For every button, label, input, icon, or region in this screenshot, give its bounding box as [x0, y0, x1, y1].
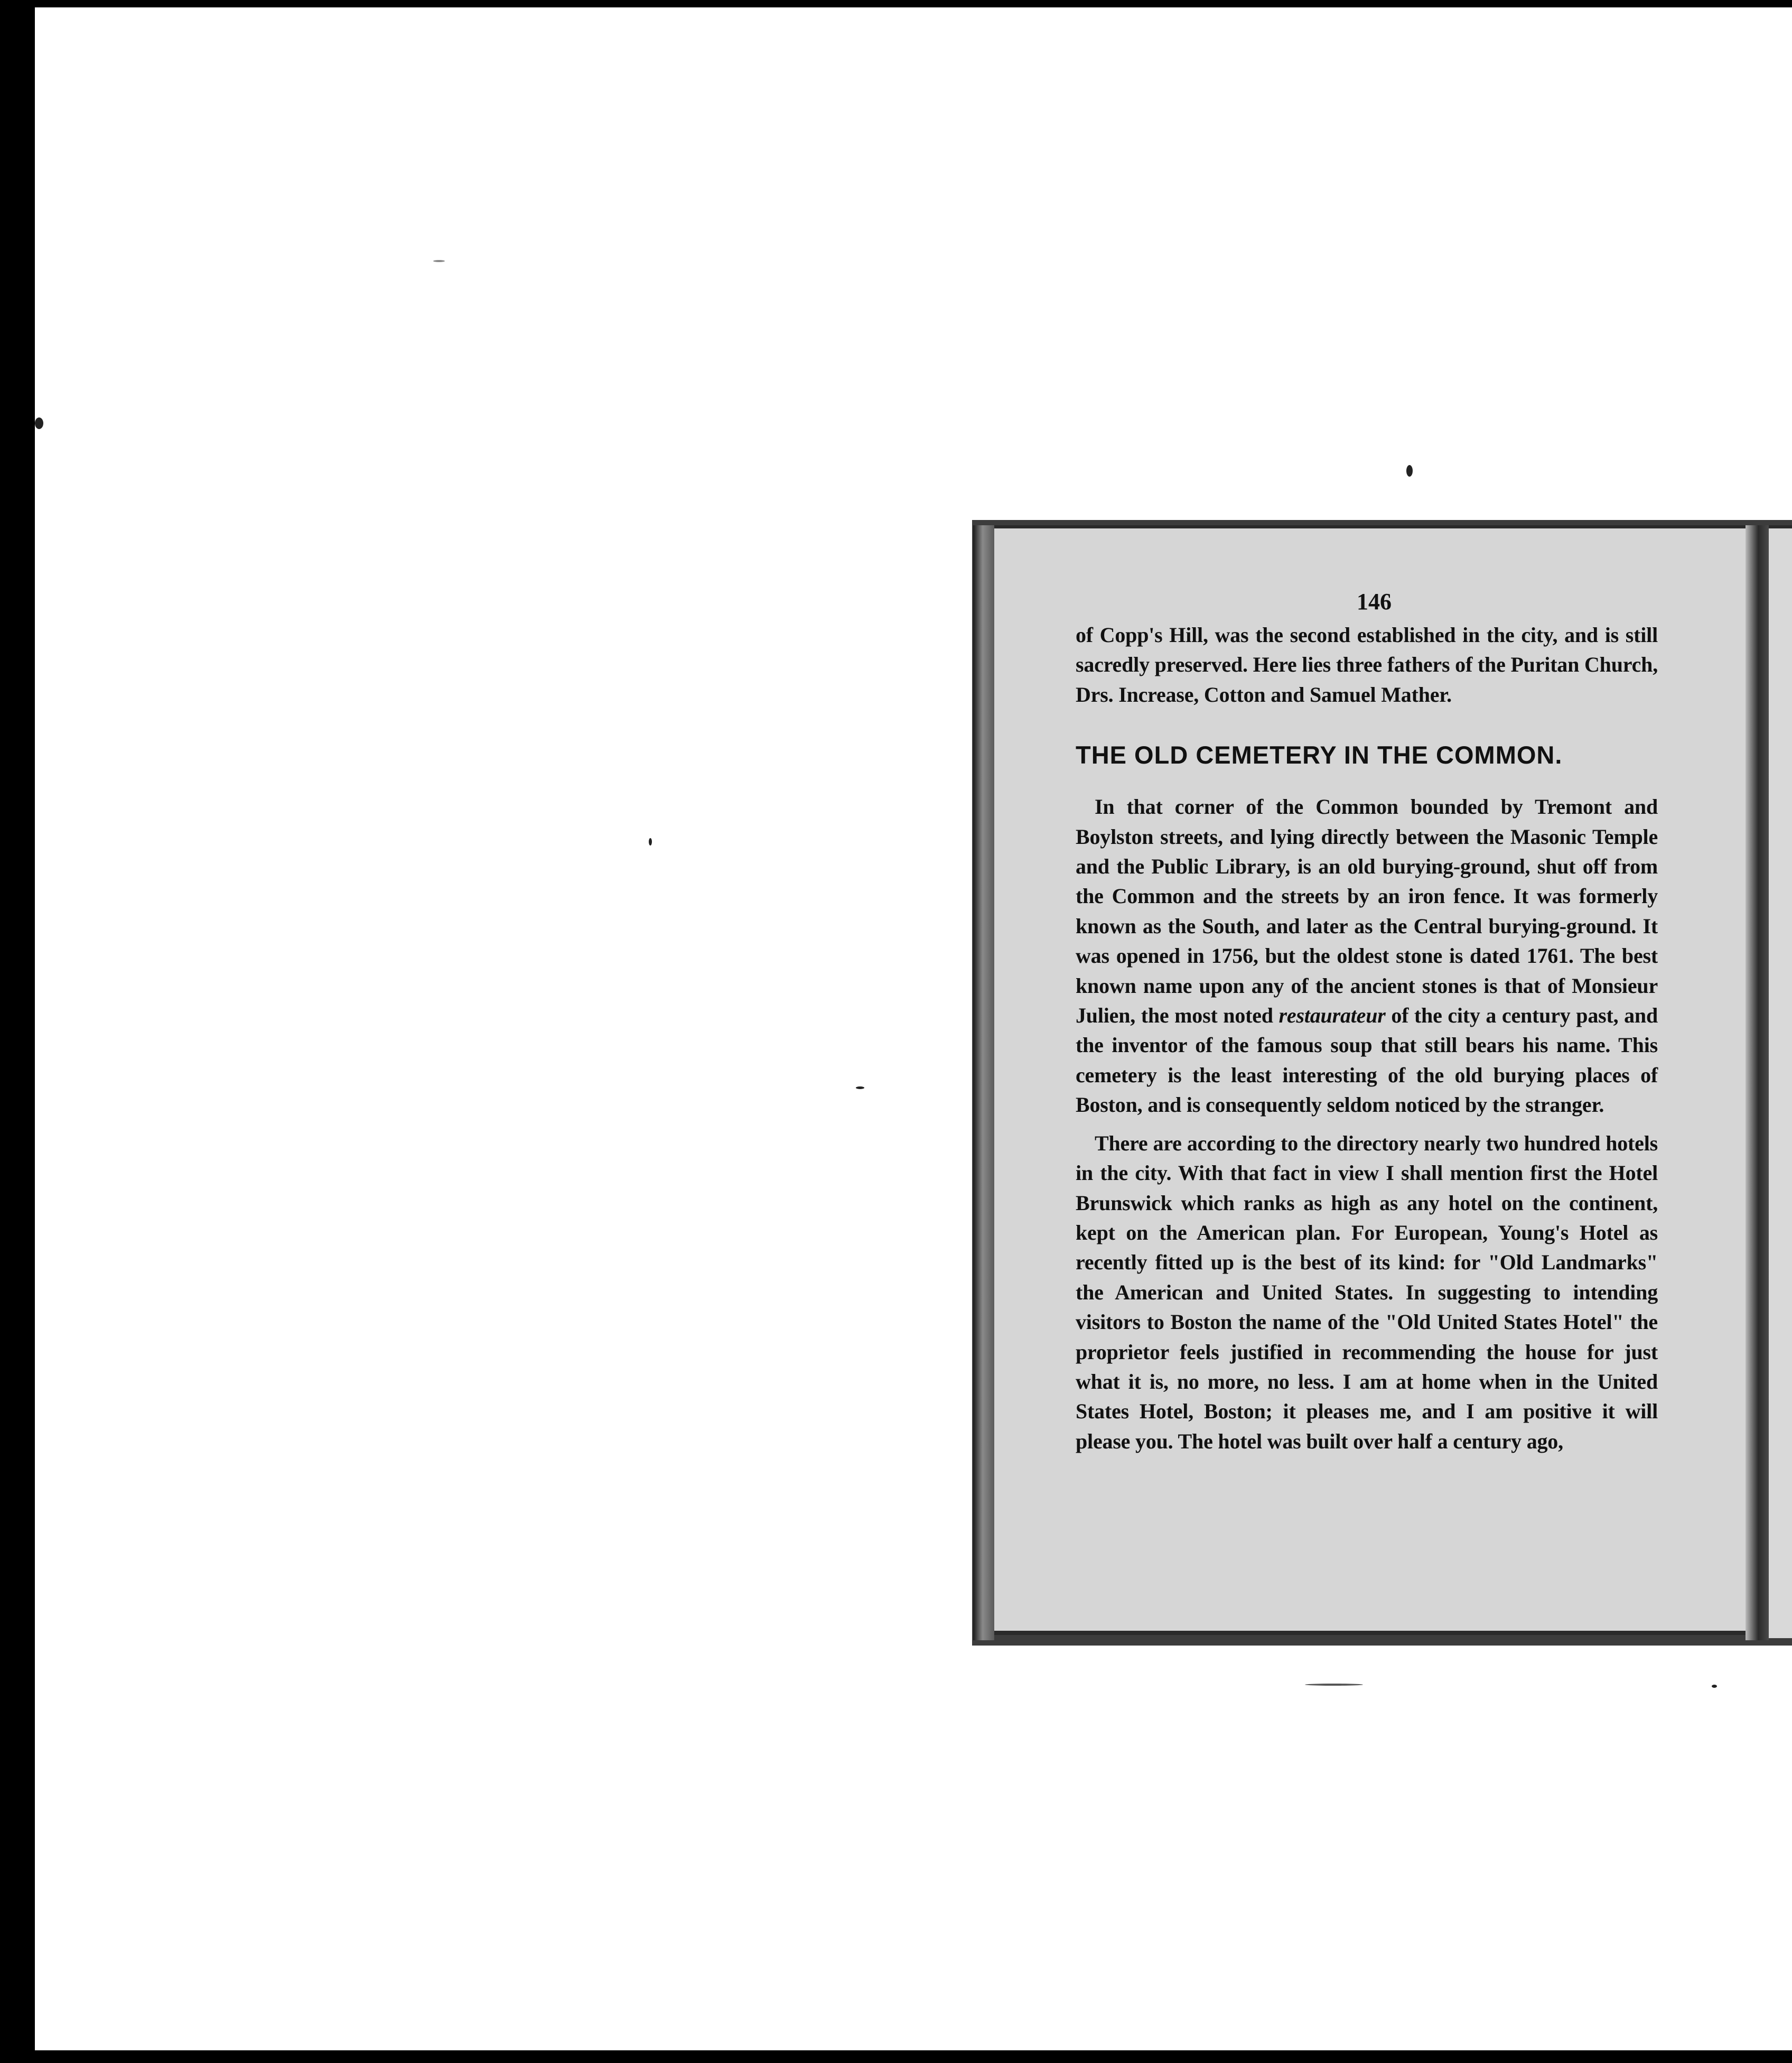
- scan-left-edge: [0, 0, 35, 2063]
- scan-top-edge: [0, 0, 1792, 7]
- dust-speck: [35, 417, 43, 429]
- scan-bottom-edge: [0, 2050, 1792, 2063]
- cemetery-text-part-2: of the city a century past, and the inventor of the famous soup that still bears his name. This cemetery is the least interesting of the old burying places of Boston, and is consequently seldom noticed by the stranger.: [1076, 1003, 1658, 1117]
- dust-speck: [433, 260, 445, 262]
- italic-term: restaurateur: [1278, 1003, 1386, 1028]
- dust-speck: [1406, 465, 1413, 477]
- dust-speck: [1712, 1685, 1717, 1688]
- page-text: [1076, 583, 1658, 1456]
- right-page-edge: [1769, 525, 1792, 1638]
- page-edge-binding: [973, 525, 994, 1640]
- dust-speck: [1305, 1684, 1363, 1686]
- cemetery-text-part-1: In that corner of the Common bounded by Tremont and Boylston streets, and lying directly between the Masonic Temple and the Public Library, is an old burying-ground, shut off from the Common and the streets by an iron fence. It was formerly known as the South, and later as the Central burying-ground. It was opened in 1756, but the oldest stone is dated 1761. The best known name upon any of the ancient stones is that of Monsieur Julien, the most noted: [1076, 795, 1658, 1028]
- continued-paragraph: of Copp's Hill, was the second established in the city, and is still sacredly preserved. Here lies three fathers of the Puritan Church, Drs. Increase, Cotton and Samuel Mather.: [1076, 623, 1658, 707]
- dust-speck: [649, 838, 652, 845]
- section-heading: THE OLD CEMETERY IN THE COMMON.: [1076, 741, 1563, 769]
- book-gutter: [1746, 525, 1769, 1640]
- page-number: 146: [1357, 589, 1392, 615]
- cemetery-paragraph: [1076, 792, 1658, 1120]
- dust-speck: [856, 1086, 864, 1089]
- hotels-paragraph: There are according to the directory nearly two hundred hotels in the city. With that fact in view I shall mention first the Hotel Brunswick which ranks as high as any hotel on the continent, kept on the American plan. For European, Young's Hotel as recently fitted up is the best of its kind: for "Old Landmarks" the American and United States. In suggesting to intending visitors to Boston the name of the "Old United States Hotel" the proprietor feels justified in recommending the house for just what it is, no more, no less. I am at home when in the United States Hotel, Boston; it pleases me, and I am positive it will please you. The hotel was built over half a century ago,: [1076, 1131, 1658, 1453]
